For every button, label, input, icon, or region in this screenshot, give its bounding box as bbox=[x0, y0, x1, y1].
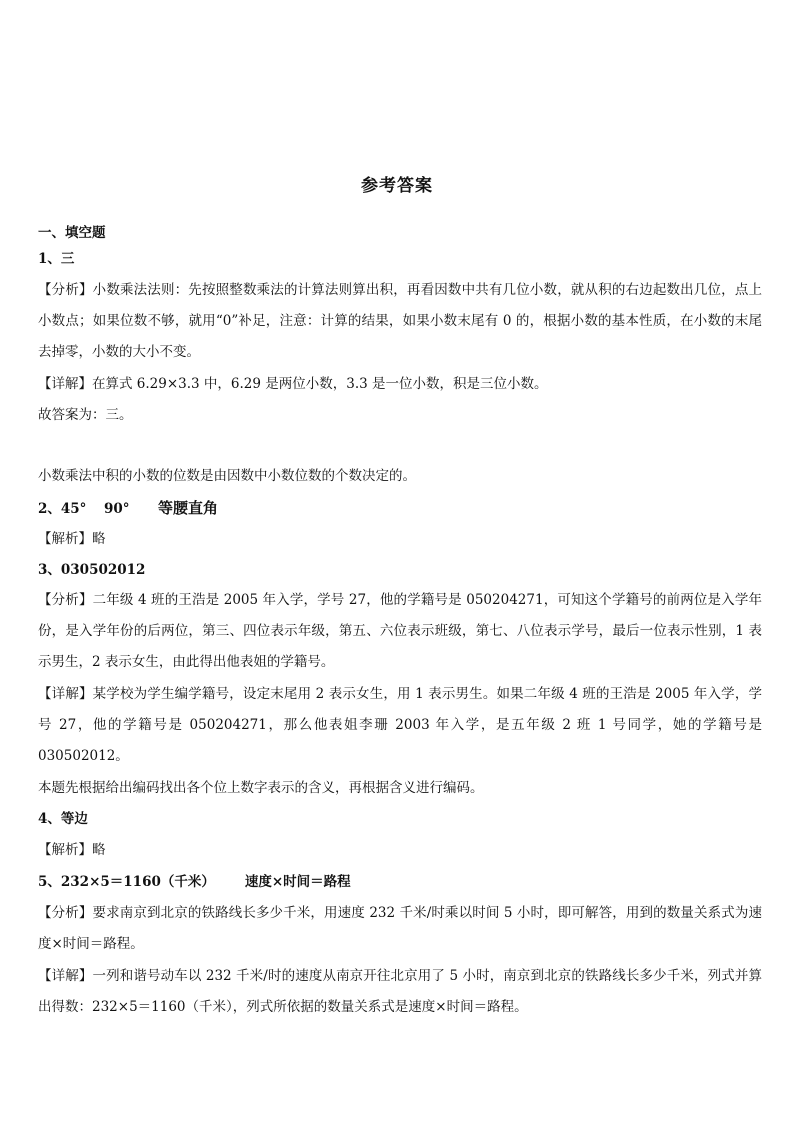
q1-analysis: 【分析】小数乘法法则：先按照整数乘法的计算法则算出积，再看因数中共有几位小数，就从积的右边起数出几位，点上小数点；如果位数不够，就用“0”补足，注意：计算的结果，如果小数末尾有 0 的，根据小数的基本性质，在小数的末尾去掉零，小数的大小不变。 bbox=[38, 282, 762, 360]
q2-answer-a: 2、45° bbox=[38, 501, 87, 517]
q5-answer-expression: 5、232×5＝1160（千米） bbox=[38, 874, 215, 890]
q4-analysis: 【解析】略 bbox=[38, 842, 106, 858]
q3-detail: 【详解】某学校为学生编学籍号，设定末尾用 2 表示女生，用 1 表示男生。如果二年级 4 班的王浩是 2005 年入学，学号 27，他的学籍号是 050204271，那么他表姐李珊 2003 年入学，是五年级 2 班 1 号同学，她的学籍号是 030502012。 bbox=[38, 686, 762, 764]
section-heading: 一、填空题 bbox=[38, 225, 106, 241]
q3-analysis: 【分析】二年级 4 班的王浩是 2005 年入学，学号 27，他的学籍号是 050204271，可知这个学籍号的前两位是入学年份，是入学年份的后两位，第三、四位表示年级，第五、六位表示班级，第七、八位表示学号，最后一位表示性别，1 表示男生，2 表示女生，由此得出他表姐的学籍号。 bbox=[38, 592, 762, 670]
q2-answer-b: 90° bbox=[104, 501, 130, 517]
q2-answer-c: 等腰直角 bbox=[158, 499, 219, 517]
q3-answer: 3、030502012 bbox=[38, 562, 146, 578]
q5-analysis: 【分析】要求南京到北京的铁路线长多少千米，用速度 232 千米/时乘以时间 5 小时，即可解答，用到的数量关系式为速度×时间＝路程。 bbox=[38, 905, 762, 952]
q2-analysis: 【解析】略 bbox=[38, 531, 106, 547]
q1-conclusion: 故答案为：三。 bbox=[38, 407, 133, 423]
q2-answer bbox=[38, 498, 758, 519]
q1-detail: 【详解】在算式 6.29×3.3 中，6.29 是两位小数，3.3 是一位小数，积是三位小数。 bbox=[38, 376, 548, 392]
q5-detail: 【详解】一列和谐号动车以 232 千米/时的速度从南京开往北京用了 5 小时，南京到北京的铁路线长多少千米，列式并算出得数：232×5＝1160（千米），列式所依据的数量关系式是速度×时间＝路程。 bbox=[38, 968, 762, 1015]
q3-note: 本题先根据给出编码找出各个位上数字表示的含义，再根据含义进行编码。 bbox=[38, 780, 484, 796]
page-title: 参考答案 bbox=[361, 176, 433, 196]
q1-answer: 1、三 bbox=[38, 251, 75, 267]
q4-answer: 4、等边 bbox=[38, 811, 88, 827]
q5-answer bbox=[38, 872, 758, 892]
q1-note: 小数乘法中积的小数的位数是由因数中小数位数的个数决定的。 bbox=[38, 468, 416, 484]
q5-answer-relation: 速度×时间＝路程 bbox=[244, 874, 351, 890]
